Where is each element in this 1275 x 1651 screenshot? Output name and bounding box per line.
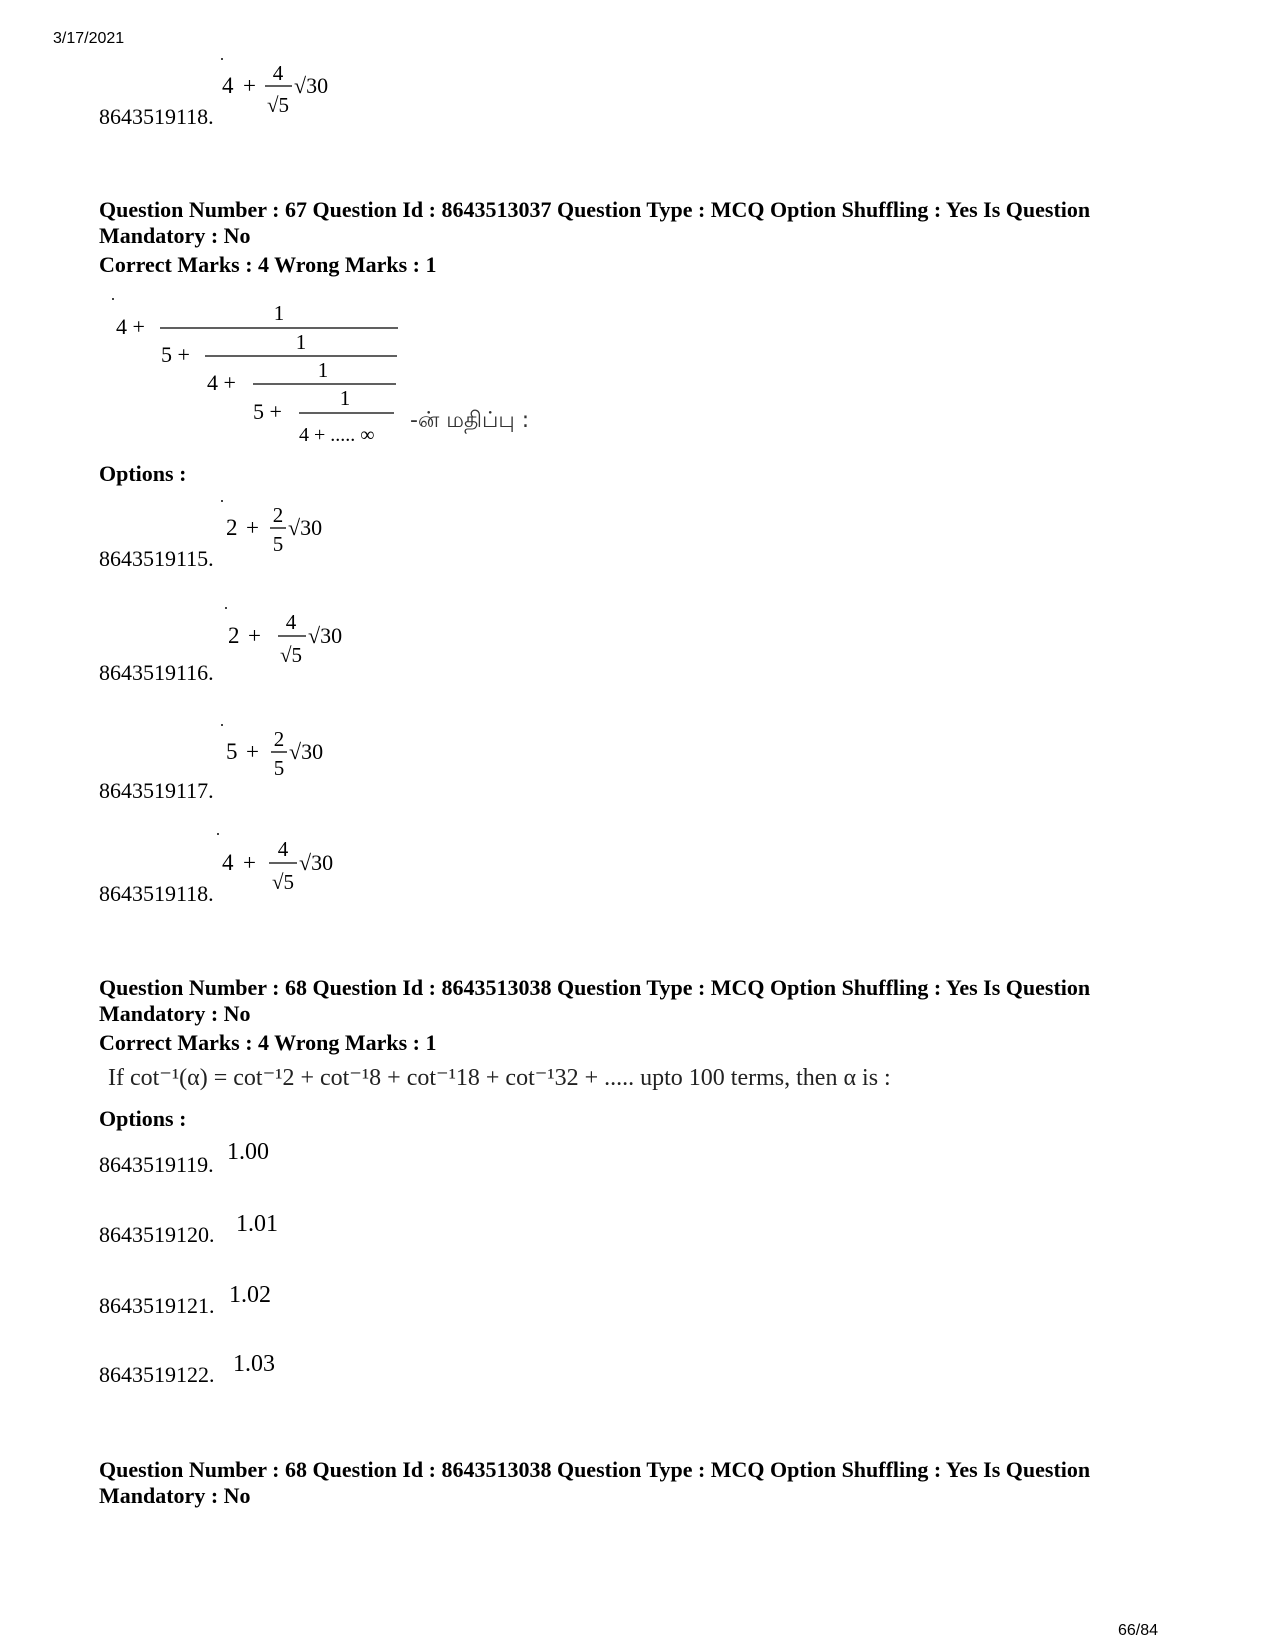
svg-text:4 +: 4 +: [116, 314, 145, 339]
option-id: 8643519117.: [99, 778, 214, 803]
image-artifact-dot: [221, 724, 223, 726]
question-header: Question Number : 68 Question Id : 8643513038 Question Type : MCQ Option Shuffling : Yes Is Question Mandatory : No: [99, 1457, 1091, 1508]
svg-text:1: 1: [339, 386, 351, 410]
svg-text:2: 2: [228, 623, 240, 648]
option-expression: [226, 609, 366, 671]
image-artifact-dot: [217, 833, 219, 835]
image-artifact-dot: [221, 500, 223, 502]
option-id: 8643519118.: [99, 104, 214, 129]
svg-text:+: +: [246, 515, 259, 540]
svg-text:4: 4: [277, 837, 289, 861]
svg-text:√5: √5: [271, 870, 295, 894]
svg-text:√30: √30: [289, 739, 324, 764]
page-number: 66/84: [1117, 1622, 1158, 1639]
svg-text:√5: √5: [266, 93, 290, 117]
svg-text:2: 2: [273, 727, 285, 751]
option-id: 8643519116.: [99, 660, 214, 685]
print-date: 3/17/2021: [53, 30, 125, 47]
svg-text:+: +: [246, 739, 259, 764]
option-value: 1.02: [229, 1282, 271, 1308]
svg-text:+: +: [243, 73, 256, 98]
svg-text:√30: √30: [299, 850, 334, 875]
option-expression: [220, 836, 360, 898]
question-header: Question Number : 68 Question Id : 8643513038 Question Type : MCQ Option Shuffling : Yes Is Question Mandatory : No: [99, 975, 1091, 1026]
svg-text:√5: √5: [279, 643, 303, 667]
options-label: Options :: [99, 461, 187, 486]
svg-text:+: +: [243, 850, 256, 875]
svg-text:4: 4: [222, 850, 234, 875]
svg-text:5: 5: [226, 739, 238, 764]
question-text: If cot⁻¹(α) = cot⁻¹2 + cot⁻¹8 + cot⁻¹18 + cot⁻¹32 + ..... upto 100 terms, then α is :: [108, 1065, 891, 1091]
option-id: 8643519119.: [99, 1152, 214, 1177]
marks-line: Correct Marks : 4 Wrong Marks : 1: [99, 252, 437, 277]
svg-text:1: 1: [317, 358, 329, 382]
option-id: 8643519120.: [99, 1222, 215, 1247]
option-id: 8643519122.: [99, 1362, 215, 1387]
svg-text:+: +: [248, 623, 261, 648]
svg-text:5: 5: [272, 532, 284, 556]
svg-text:4 +: 4 +: [207, 370, 236, 395]
question-header: Question Number : 67 Question Id : 8643513037 Question Type : MCQ Option Shuffling : Yes Is Question Mandatory : No: [99, 197, 1091, 248]
svg-text:-ன் மதிப்பு :: -ன் மதிப்பு :: [410, 408, 530, 433]
svg-text:5: 5: [273, 756, 285, 780]
svg-text:4: 4: [222, 73, 234, 98]
options-label: Options :: [99, 1106, 187, 1131]
svg-text:4 + ..... ∞: 4 + ..... ∞: [299, 424, 375, 446]
option-id: 8643519121.: [99, 1293, 215, 1318]
option-value: 1.01: [236, 1211, 278, 1237]
svg-text:1: 1: [295, 330, 307, 354]
svg-text:4: 4: [285, 610, 297, 634]
option-expression-top: [220, 60, 360, 122]
svg-text:√30: √30: [308, 623, 343, 648]
svg-text:4: 4: [272, 61, 284, 85]
continued-fraction: [112, 298, 582, 458]
option-id: 8643519118.: [99, 881, 214, 906]
marks-line: Correct Marks : 4 Wrong Marks : 1: [99, 1030, 437, 1055]
option-value: 1.00: [227, 1139, 269, 1165]
option-value: 1.03: [233, 1351, 275, 1377]
option-expression: [224, 727, 354, 785]
svg-text:2: 2: [226, 515, 238, 540]
option-expression: [224, 503, 354, 561]
svg-text:√30: √30: [294, 73, 329, 98]
svg-text:1: 1: [273, 301, 285, 325]
option-id: 8643519115.: [99, 546, 214, 571]
svg-text:2: 2: [272, 503, 284, 527]
svg-text:5 +: 5 +: [161, 342, 190, 367]
svg-text:5 +: 5 +: [253, 399, 282, 424]
svg-text:√30: √30: [288, 515, 323, 540]
